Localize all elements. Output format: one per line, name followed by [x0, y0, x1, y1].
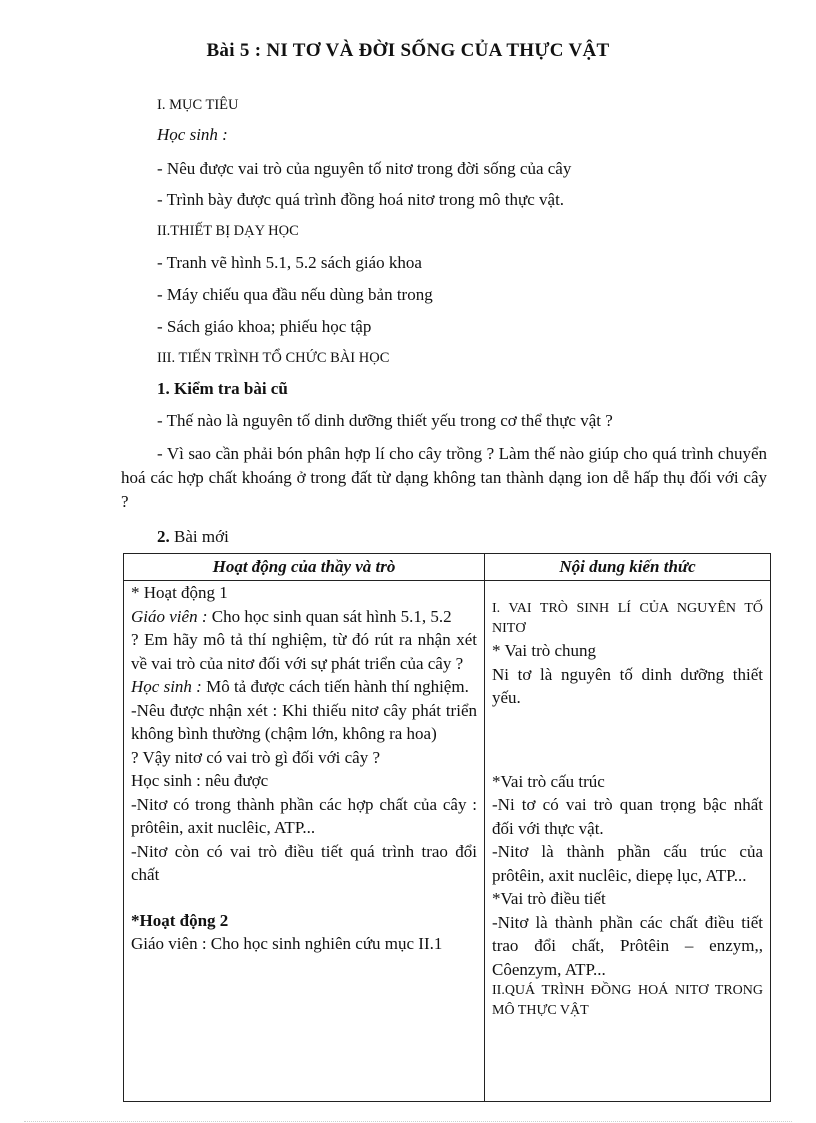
answer-1: -Nitơ có trong thành phần các hợp chất của cây : prôtêin, axit nuclêic, ATP...	[131, 794, 477, 837]
activity-1-heading: * Hoạt động 1	[131, 583, 228, 602]
content-cell	[485, 581, 771, 1102]
regulatory-role-label: *Vai trò điều tiết	[492, 889, 606, 908]
activity-2-text: Giáo viên : Cho học sinh nghiên cứu mục II.1	[131, 934, 443, 953]
new-lesson-heading	[157, 526, 229, 548]
objectives-heading: I. MỤC TIÊU	[157, 97, 239, 113]
header-activities: Hoạt động của thầy và trò	[124, 554, 485, 581]
new-lesson-number: 2.	[157, 527, 170, 546]
page-title: Bài 5 : NI TƠ VÀ ĐỜI SỐNG CỦA THỰC VẬT	[206, 40, 610, 61]
answer-label: Học sinh : nêu được	[131, 771, 269, 790]
student-response	[131, 675, 477, 699]
structural-role-2: -Nitơ là thành phần cấu trúc của prôtêin, axit nuclêic, diepẹ lục, ATP...	[492, 842, 763, 885]
new-lesson-label: Bài mới	[174, 527, 229, 546]
regulatory-role-text: -Nitơ là thành phần các chất điều tiết trao đổi chất, Prôtêin – enzym,, Côenzym, ATP...	[492, 912, 763, 979]
lesson-table	[123, 553, 771, 1102]
activities-cell	[124, 581, 485, 1102]
check-number: 1.	[157, 379, 170, 398]
section-1-heading: I. VAI TRÒ SINH LÍ CỦA NGUYÊN TỐ NITƠ	[492, 601, 763, 636]
structural-role-1: -Ni tơ có vai trò quan trọng bậc nhất đối với thực vật.	[492, 795, 763, 838]
activity-2-label: *Hoạt động 2	[131, 910, 229, 930]
check-old-lesson-heading	[157, 378, 288, 400]
equipment-heading: II.THIẾT BỊ DẠY HỌC	[157, 223, 299, 239]
header-content: Nội dung kiến thức	[485, 554, 771, 581]
observation: -Nêu được nhận xét : Khi thiếu nitơ cây phát triển không bình thường (chậm lớn, không ra hoa)	[131, 700, 477, 743]
process-heading: III. TIẾN TRÌNH TỔ CHỨC BÀI HỌC	[157, 350, 390, 366]
answer-2: -Nitơ còn có vai trò điều tiết quá trình trao đổi chất	[131, 841, 477, 884]
table-header-row	[124, 554, 771, 581]
question-2: ? Vậy nitơ có vai trò gì đối với cây ?	[131, 747, 380, 767]
review-question-1: - Thế nào là nguyên tố dinh dưỡng thiết yếu trong cơ thể thực vật ?	[157, 411, 613, 430]
general-role-text: Ni tơ là nguyên tố dinh dưỡng thiết yếu.	[492, 664, 763, 707]
question-1: ? Em hãy mô tả thí nghiệm, từ đó rút ra nhận xét về vai trò của nitơ đối với sự phát triển của cây ?	[131, 630, 477, 673]
teacher-label: Giáo viên :	[131, 606, 208, 626]
general-role-label: * Vai trò chung	[492, 641, 597, 660]
section-2-heading: II.QUÁ TRÌNH ĐỒNG HOÁ NITƠ TRONG MÔ THỰC VẬT	[492, 983, 763, 1018]
page-footer-divider	[24, 1121, 792, 1122]
teacher-text: Cho học sinh quan sát hình 5.1, 5.2	[211, 606, 452, 626]
teacher-instruction	[131, 605, 477, 629]
structural-role-label: *Vai trò cấu trúc	[492, 771, 605, 791]
objective-item: - Trình bày được quá trình đồng hoá nitơ trong mô thực vật.	[157, 190, 565, 209]
activity-2-heading	[131, 909, 477, 933]
equipment-item: - Sách giáo khoa; phiếu học tập	[157, 317, 372, 336]
check-label: Kiểm tra bài cũ	[174, 379, 288, 398]
equipment-item: - Máy chiếu qua đầu nếu dùng bản trong	[157, 285, 433, 304]
table-row	[124, 581, 771, 1102]
objective-item: - Nêu được vai trò của nguyên tố nitơ trong đời sống của cây	[157, 159, 572, 178]
equipment-item: - Tranh vẽ hình 5.1, 5.2 sách giáo khoa	[157, 253, 422, 272]
objectives-subject: Học sinh :	[157, 125, 228, 144]
review-question-2: - Vì sao cần phải bón phân hợp lí cho cây trồng ? Làm thế nào giúp cho quá trình chuyển hoá các hợp chất khoáng ở trong đất từ dạng không tan thành dạng ion dễ hấp thụ đối với cây ?	[121, 444, 767, 511]
student-text: Mô tả được cách tiến hành thí nghiệm.	[206, 677, 469, 696]
student-label: Học sinh :	[131, 677, 202, 696]
